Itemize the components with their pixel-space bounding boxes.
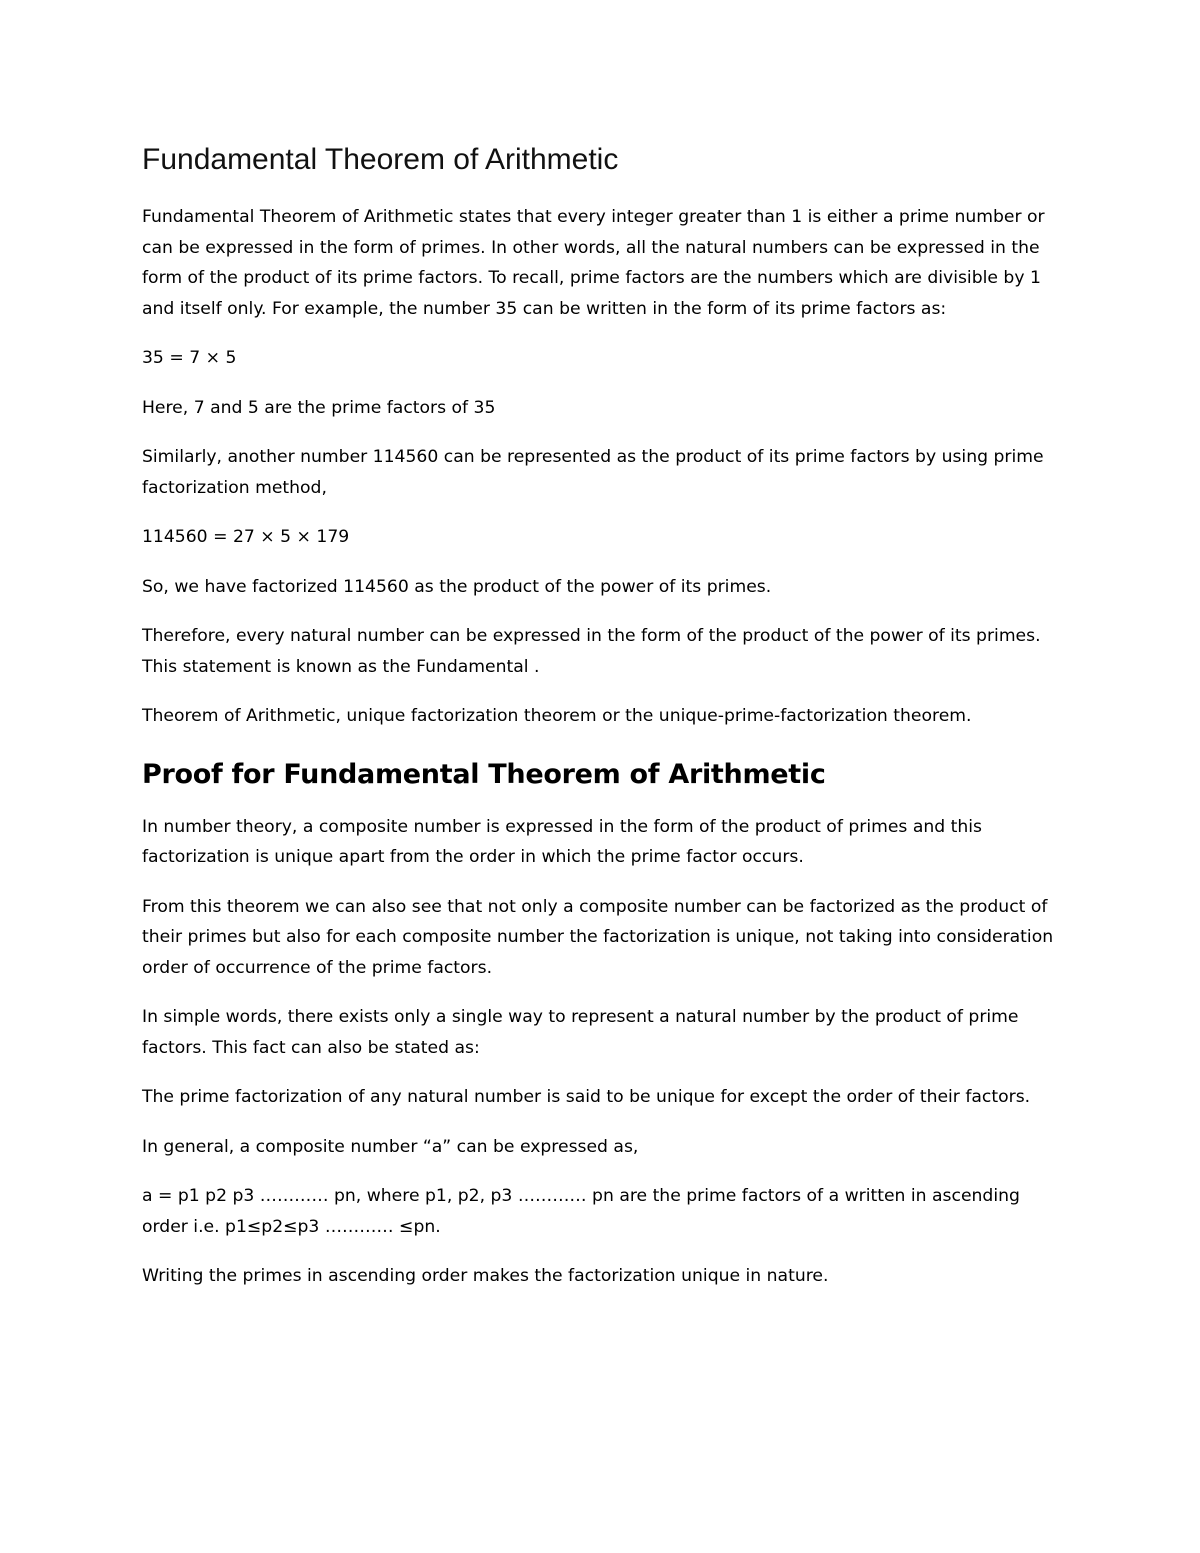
example-equation-35: 35 = 7 × 5 <box>142 348 237 368</box>
uniqueness-paragraph: From this theorem we can also see that not only a composite number can be factorized as the product of their primes but also for each composite number the factorization is unique, not taking into consideration order of occurrence of the prime factors. <box>142 896 1054 978</box>
general-paragraph: In general, a composite number “a” can be expressed as, <box>142 1136 639 1157</box>
page-title: Fundamental Theorem of Arithmetic <box>142 143 619 176</box>
composite-expression-paragraph: a = p1 p2 p3 ………… pn, where p1, p2, p3 ………… pn are the prime factors of a written in ascending order i.e. p1≤p2≤p3 ………… ≤pn. <box>142 1186 1020 1237</box>
therefore-paragraph: Therefore, every natural number can be expressed in the form of the product of the power of its primes. This statement is known as the Fundamental . <box>142 626 1041 677</box>
simple-words-paragraph: In simple words, there exists only a single way to represent a natural number by the product of prime factors. This fact can also be stated as: <box>142 1007 1019 1058</box>
factorized-paragraph: So, we have factorized 114560 as the product of the power of its primes. <box>142 576 772 597</box>
theorem-names-paragraph: Theorem of Arithmetic, unique factorization theorem or the unique-prime-factorization theorem. <box>142 706 972 726</box>
section-heading-proof: Proof for Fundamental Theorem of Arithmetic <box>142 758 826 790</box>
similarly-paragraph: Similarly, another number 114560 can be represented as the product of its prime factors by using prime factorization method, <box>142 447 1044 498</box>
number-theory-paragraph: In number theory, a composite number is expressed in the form of the product of primes and this factorization is unique apart from the order in which the prime factor occurs. <box>142 816 982 867</box>
prime-factors-note: Here, 7 and 5 are the prime factors of 35 <box>142 397 496 418</box>
intro-paragraph: Fundamental Theorem of Arithmetic states that every integer greater than 1 is either a prime number or can be expressed in the form of primes. In other words, all the natural numbers can be expressed in the form of the product of its prime factors. To recall, prime factors are the numbers which are divisible by 1 and itself only. For example, the number 35 can be written in the form of its prime factors as: <box>142 207 1045 319</box>
statement-paragraph: The prime factorization of any natural number is said to be unique for except the order of their factors. <box>142 1087 1031 1107</box>
ascending-order-paragraph: Writing the primes in ascending order makes the factorization unique in nature. <box>142 1266 829 1286</box>
example-equation-114560: 114560 = 27 × 5 × 179 <box>142 527 350 547</box>
document-body <box>142 140 1062 1311</box>
